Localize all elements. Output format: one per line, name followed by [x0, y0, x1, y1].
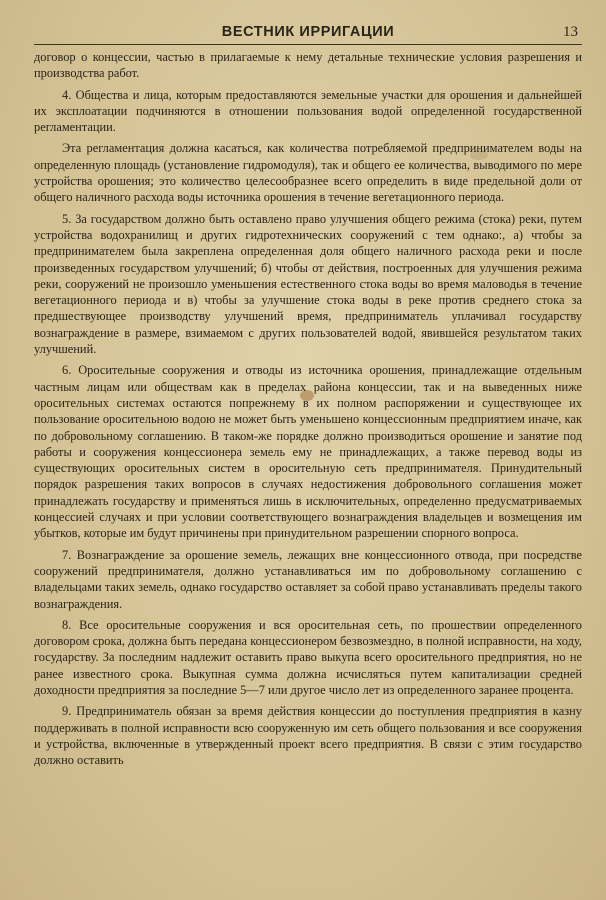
- paragraph-clause-6: 6. Оросительные сооружения и отводы из источника орошения, принадлежащие отдельным частным лицам или обществам как в пределах района концессии, так и на выведенных ниже оросительных системах остаются попрежнему в их полном распоряжении и существующее их пользование оросительною водою не может быть уменьшено концессионным предприятием иначе, как по добровольному соглашению. В таком-же порядке должно производиться орошение и занятие под работы и сооружения концессионера земель ему не принадлежащих, а также перевод воды из существующих оросительных систем в оросительную сеть предпринимателя. Принудительный порядок разрешения таких вопросов в случаях недостижения добровольного соглашения может принадлежать государству и применяться лишь в исключительных, определенно предусматриваемых концессией случаях и при условии соответствующего вознаграждения владельцев и возмещения им убытков, которые им будут причинены при принудительном разрешении спорного вопроса.: [34, 363, 582, 541]
- running-title: ВЕСТНИК ИРРИГАЦИИ: [221, 24, 395, 40]
- paragraph-clause-7: 7. Вознаграждение за орошение земель, лежащих вне концессионного отвода, при посредстве сооружений предпринимателя, должно устанавливаться им по добровольному соглашению с владельцами таких земель, однако государство оставляет за собой право устанавливать пределы такого вознаграждения.: [34, 547, 582, 611]
- paragraph-clause-9: 9. Предприниматель обязан за время действия концессии до поступления предприятия в казну поддерживать в полной исправности всю сооруженную им сеть общего пользования и все сооружения и устройства, включенные в утвержденный проект всего предприятия. В связи с этим государство должно оставить: [34, 704, 582, 768]
- page-body: [34, 49, 582, 768]
- page-number: 13: [563, 24, 578, 40]
- paragraph-regulation: Эта регламентация должна касаться, как количества потребляемой предпринимателем воды на определенную площадь (установление гидромодуля), так и общего ее количества, выводимого по мере устройства орошения; это количество целесообразнее всего определить в виде предельной доли от общего наличного расхода воды источника орошения в течение вегетационного периода.: [34, 141, 582, 205]
- page-header: [34, 22, 582, 45]
- paragraph-clause-4: 4. Общества и лица, которым предоставляются земельные участки для орошения и дальнейшей их эксплоатации подчиняются в отношении пользования водой определенной государственной регламентации.: [34, 87, 582, 135]
- paragraph-continuation: договор о концессии, частью в прилагаемые к нему детальные технические условия разрешения и производства работ.: [34, 50, 582, 81]
- document-page: [34, 22, 582, 892]
- paragraph-clause-5: 5. За государством должно быть оставлено право улучшения общего режима (стока) реки, путем устройства водохранилищ и других гидротехнических сооружений с тем однако:, а) чтобы за предпринимателем была закреплена определенная доля общего наличного расхода реки и после произведенных государством улучшений; б) чтобы от действия, построенных для улучшения режима реки, сооружений не произошло уменьшения естественного стока воды во время маловодья в течение вегетационного периода и в) чтобы за улучшение стока воды в реке против среднего стока за предшествующее производству улучшений время, предприниматель уплачивал государству вознаграждение в размере, взимаемом с других пользователей водой, явившейся результатом таких улучшений.: [34, 211, 582, 357]
- paragraph-clause-8: 8. Все оросительные сооружения и вся оросительная сеть, по прошествии определенного договором срока, должна быть передана концессионером безвозмездно, в полной исправности, на ходу, государству. За последним надлежит оставить право выкупа всего оросительного предприятия, но не ранее известного срока. Выкупная сумма должна исчисляться путем капитализации средней доходности предприятия за последние 5—7 или другое число лет из определенного заранее процента.: [34, 617, 582, 697]
